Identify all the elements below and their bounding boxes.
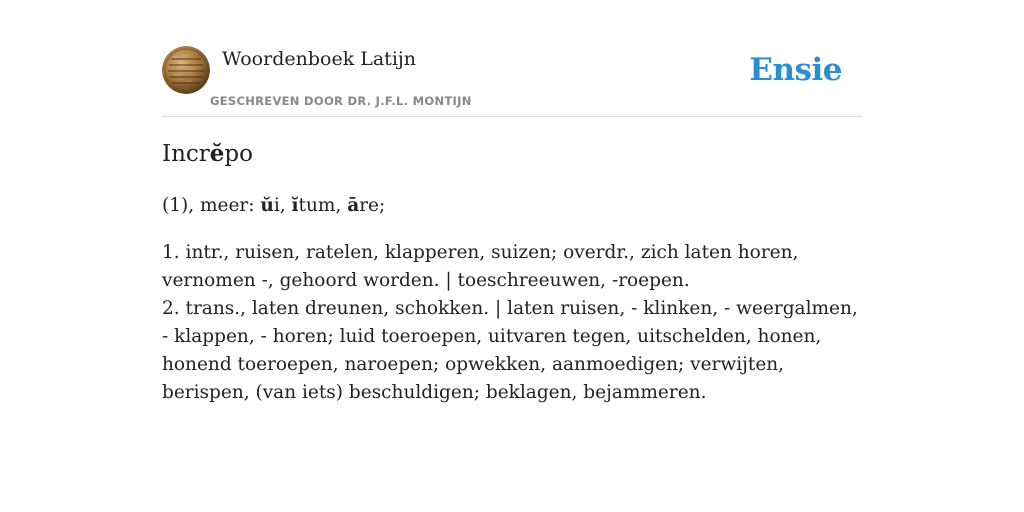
dictionary-header (162, 46, 862, 117)
entry-title-prefix: Incr (162, 141, 210, 167)
dictionary-title[interactable]: Woordenboek Latijn (222, 48, 417, 70)
ensie-logo[interactable]: Ensie (749, 52, 842, 88)
entry-title-suffix: po (224, 141, 253, 167)
form-1-accent: ŭ (260, 195, 274, 216)
form-3-rest: re; (359, 195, 386, 216)
sense-1: 1. intr., ruisen, ratelen, klapperen, suizen; overdr., zich laten horen, vernomen -, gehoord worden. | toeschreeuwen, -roepen. (162, 242, 799, 291)
sense-2: 2. trans., laten dreunen, schokken. | laten ruisen, - klinken, - weergalmen, - klappen, - horen; luid toeroepen, uitvaren tegen, uitschelden, honen, honend toeroepen, naroepen; opwekken, aanmoedigen; verwijten, berispen, (van iets) beschuldigen; beklagen, bejammeren. (162, 298, 858, 403)
inflection-forms (162, 192, 385, 220)
forms-lead: (1), meer: (162, 195, 261, 216)
entry-title-accent: ĕ (209, 140, 225, 167)
form-2-accent: ĭ (291, 195, 299, 216)
form-3-accent: ā (347, 195, 360, 216)
author-byline: GESCHREVEN DOOR DR. J.F.L. MONTIJN (210, 94, 472, 108)
latin-inscription-coin-icon[interactable] (162, 46, 210, 94)
form-2-rest: tum, (298, 195, 348, 216)
entry-title (162, 139, 253, 169)
form-1-rest: i, (273, 195, 292, 216)
entry-definition (162, 239, 862, 407)
